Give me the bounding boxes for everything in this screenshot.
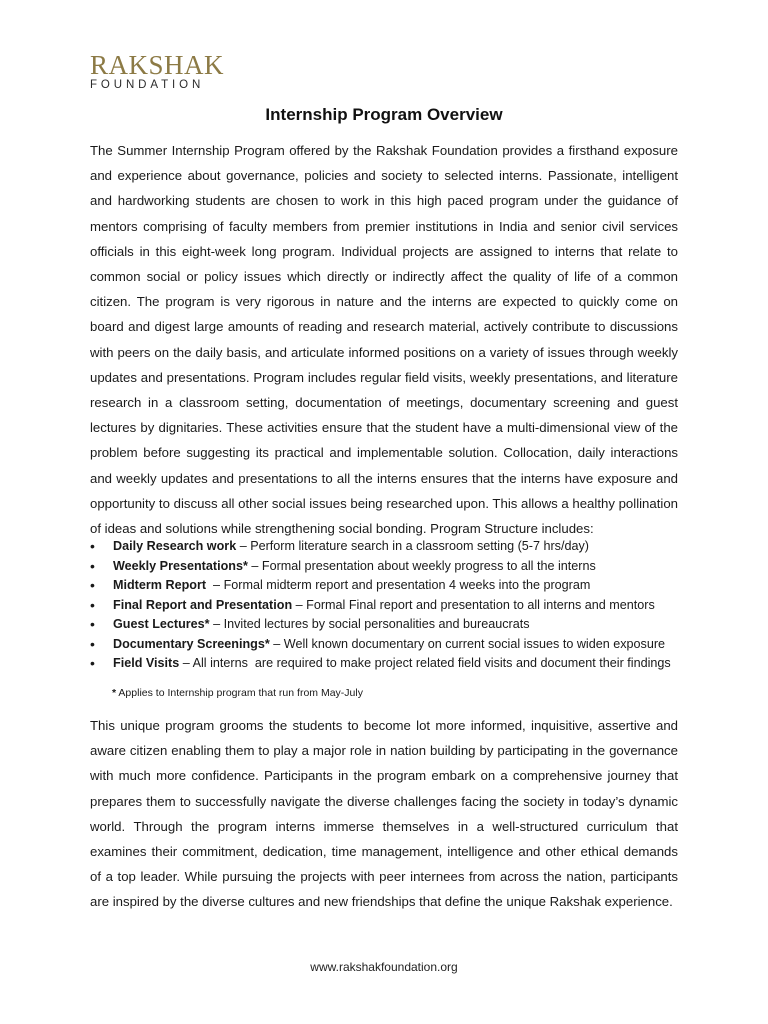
bullet-icon: •	[90, 557, 95, 574]
list-item-description: – Formal presentation about weekly progress to all the interns	[247, 558, 596, 573]
foundation-logo	[90, 50, 225, 92]
list-item	[90, 576, 690, 596]
footer-website: www.rakshakfoundation.org	[310, 960, 458, 974]
bullet-icon: •	[90, 538, 95, 554]
list-item-description: – All interns are required to make project related field visits and document their findings	[179, 656, 671, 670]
logo-subtitle: FOUNDATION	[90, 79, 205, 91]
list-item-description: – Formal Final report and presentation to all interns and mentors	[292, 597, 655, 612]
list-item	[90, 615, 690, 635]
list-item-term: Final Report and Presentation	[113, 597, 293, 612]
list-item-term: Field Visits	[113, 656, 180, 670]
program-structure-list	[90, 537, 690, 674]
bullet-icon: •	[90, 577, 95, 593]
logo-wordmark: RAKSHAK	[90, 50, 225, 80]
footnote	[112, 686, 363, 700]
list-item-description: – Invited lectures by social personalities and bureaucrats	[209, 617, 530, 631]
list-item-term: Daily Research work	[113, 539, 237, 553]
footnote-text: Applies to Internship program that run from May-July	[116, 687, 363, 699]
list-item-term: Guest Lectures*	[113, 617, 210, 631]
list-item	[90, 537, 690, 557]
closing-paragraph: This unique program grooms the students to become lot more informed, inquisitive, assertive and aware citizen enabling them to play a major role in nation building by participating in the governance with much more confidence. Participants in the program embark on a comprehensive journey that prepares them to successfully navigate the diverse challenges facing the society in today’s dynamic world. Through the program interns immerse themselves in a well-structured curriculum that examines their commitment, dedication, time management, intelligence and other ethical demands of a top leader. While pursuing the projects with peer internees from across the nation, participants are inspired by the diverse cultures and new friendships that define the unique Rakshak experience.	[90, 718, 678, 910]
bullet-icon: •	[90, 616, 95, 632]
list-item	[90, 596, 690, 616]
list-item-description: – Formal midterm report and presentation 4 weeks into the program	[206, 578, 591, 592]
list-item-term: Documentary Screenings*	[113, 636, 270, 651]
intro-paragraph: The Summer Internship Program offered by the Rakshak Foundation provides a firsthand exposure and experience about governance, policies and society to selected interns. Passionate, intelligent and hardworking students are chosen to work in this high paced program under the guidance of mentors comprising of faculty members from premier institutions in India and senior civil services officials in this eight-week long program. Individual projects are assigned to interns that relate to common social or policy issues which directly or indirectly affect the quality of life of a common citizen. The program is very rigorous in nature and the interns are expected to quickly come on board and digest large amounts of reading and research material, actively contribute to discussions with peers on the daily basis, and articulate informed positions on a variety of issues through weekly updates and presentations. Program includes regular field visits, weekly presentations, and literature research in a classroom setting, documentation of meetings, documentary screening and guest lectures by dignitaries. These activities ensure that the student have a multi-dimensional view of the problem before suggesting its practical and implementable solution. Collocation, daily interactions and weekly updates and presentations to all the interns ensures that the interns have exposure and opportunity to discuss all other social issues being researched upon. This allows a healthy pollination of ideas and solutions while strengthening social bonding. Program Structure includes:	[90, 143, 678, 537]
list-item-description: – Well known documentary on current social issues to widen exposure	[269, 636, 666, 651]
list-item	[90, 635, 690, 655]
list-item-description: – Perform literature search in a classroom setting (5-7 hrs/day)	[236, 539, 589, 553]
list-item	[90, 654, 690, 674]
footnote-marker: *	[112, 687, 117, 699]
list-item	[90, 557, 690, 577]
bullet-icon: •	[90, 596, 95, 613]
list-item-term: Midterm Report	[113, 578, 207, 592]
bullet-icon: •	[90, 635, 95, 652]
bullet-icon: •	[90, 655, 95, 671]
page-title: Internship Program Overview	[265, 105, 503, 124]
list-item-term: Weekly Presentations*	[113, 558, 248, 573]
